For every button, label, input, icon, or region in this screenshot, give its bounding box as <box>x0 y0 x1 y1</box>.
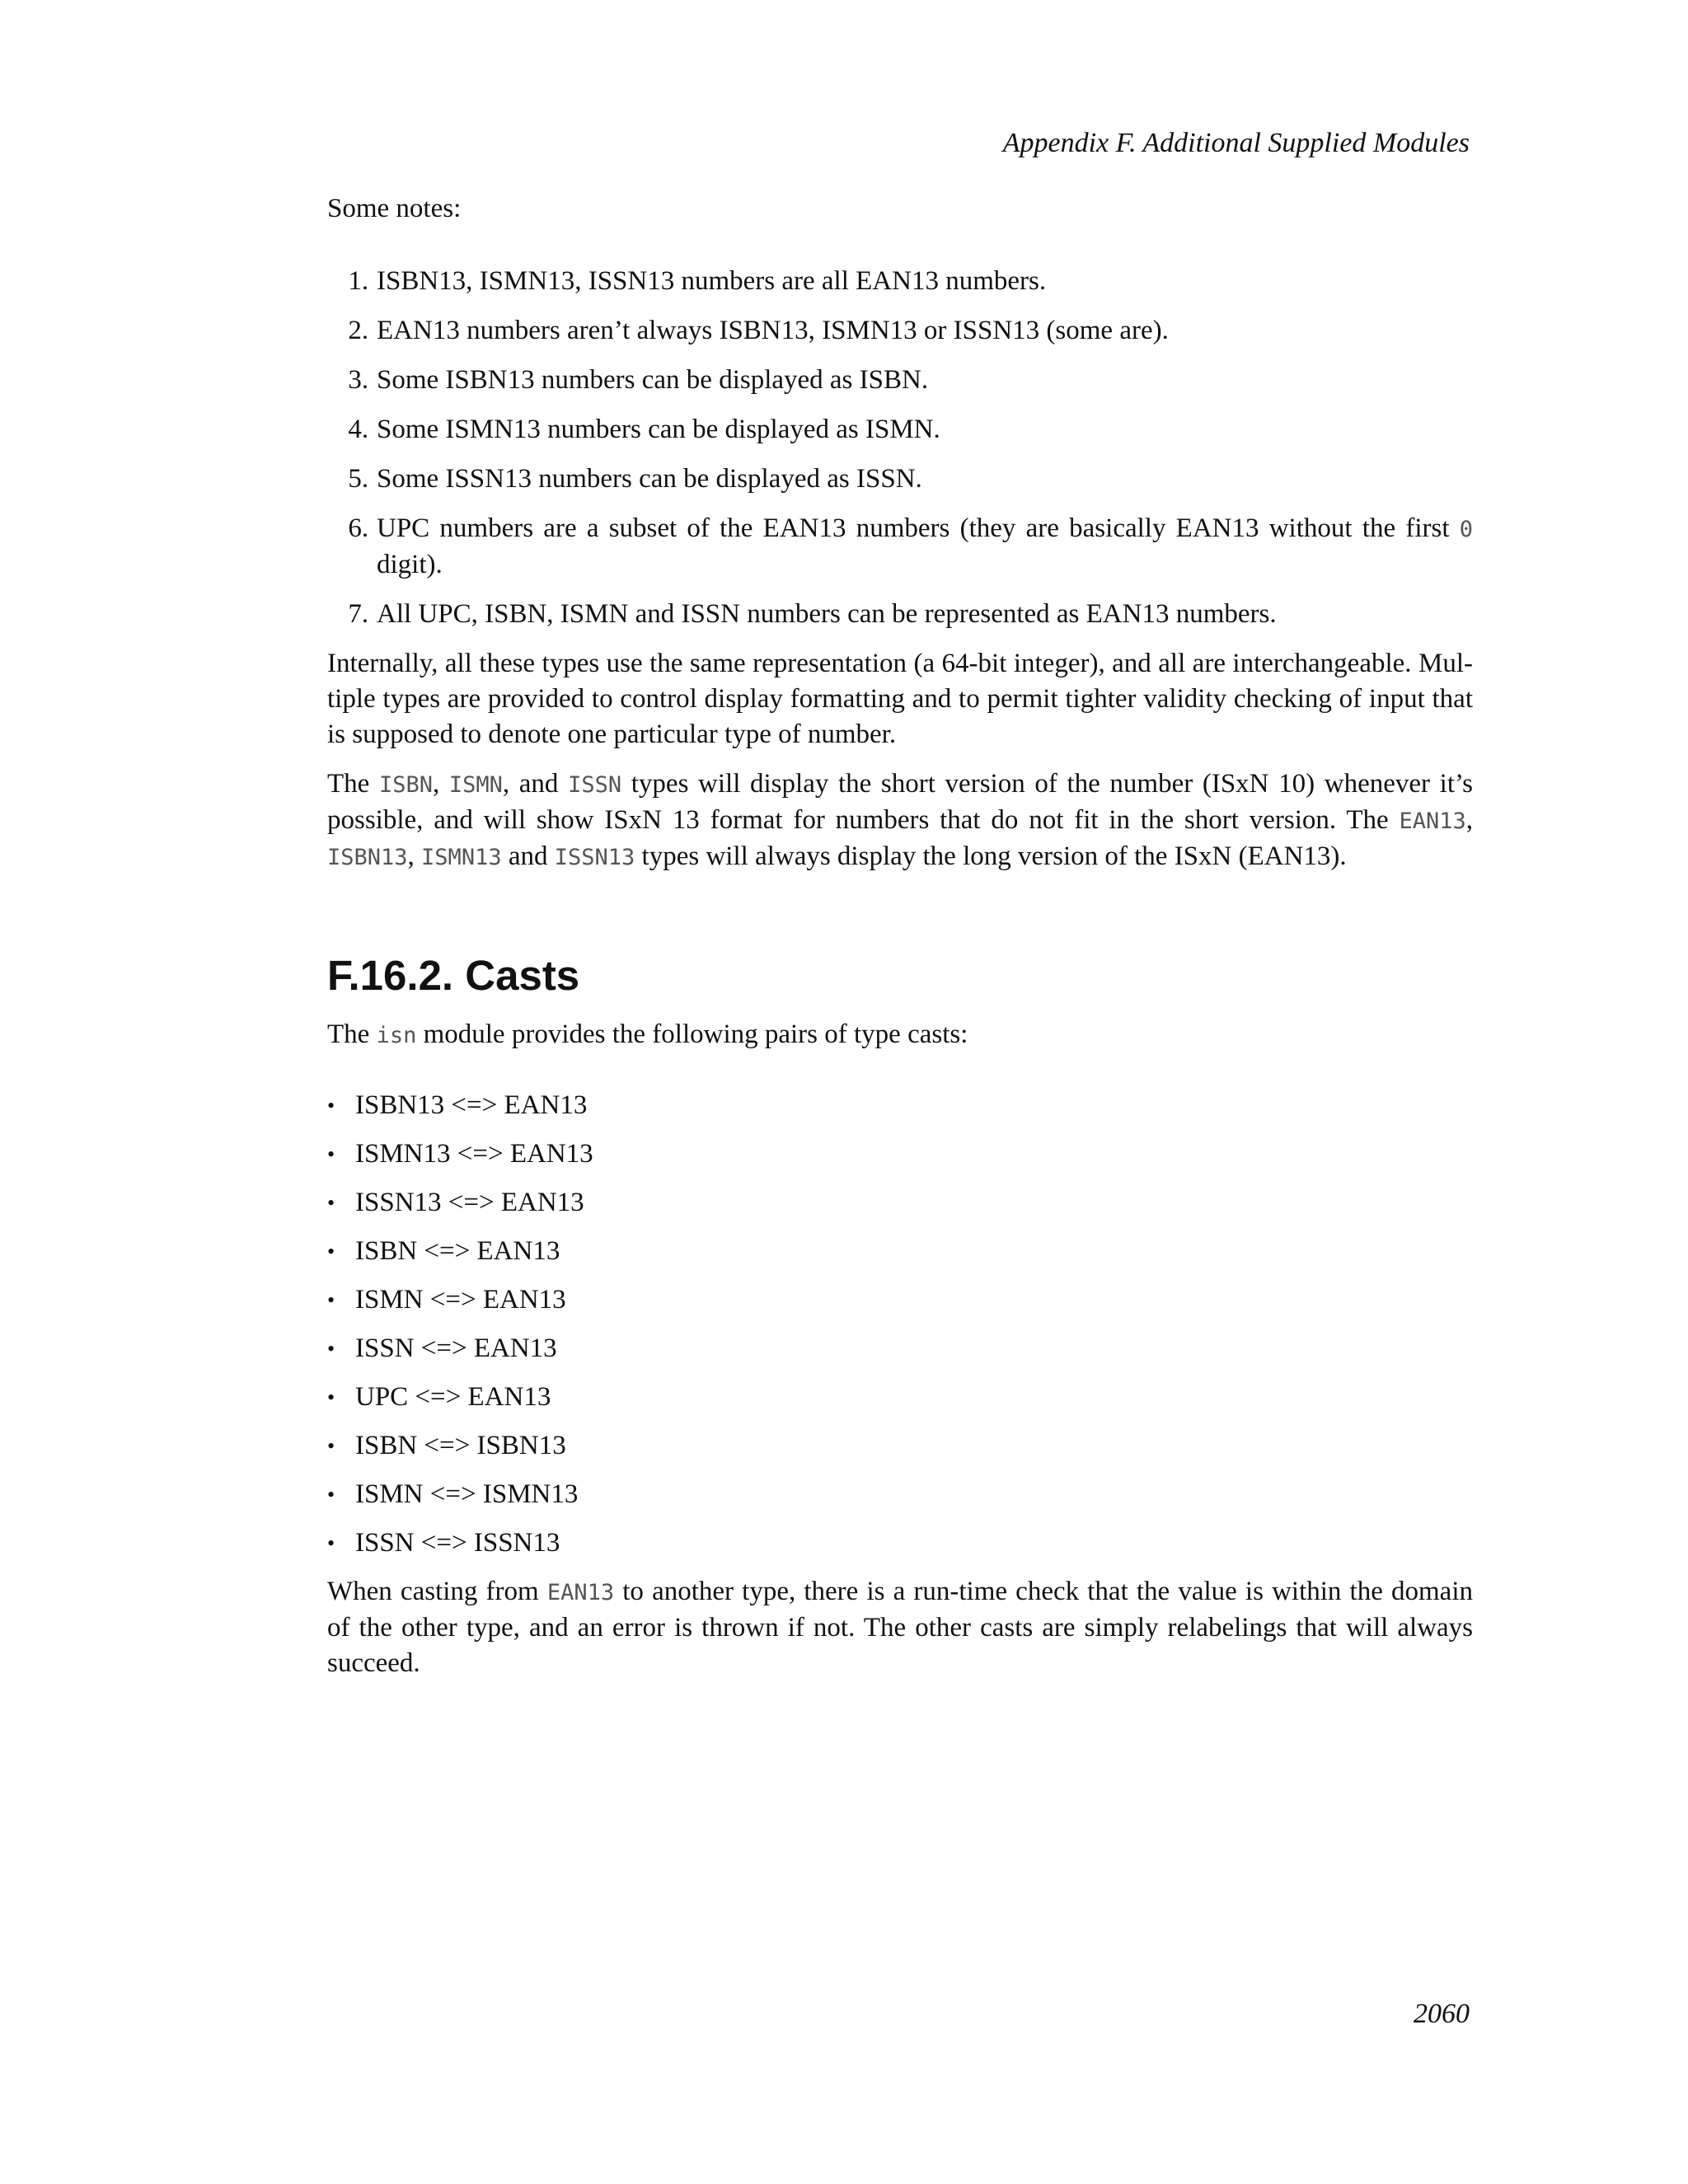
text-run: When casting from <box>327 1577 539 1606</box>
cast-pair: ISBN <=> ISBN13 <box>355 1431 566 1460</box>
text-run: , <box>1465 805 1474 835</box>
notes-lead: Some notes: <box>327 194 462 223</box>
list-text <box>377 511 1473 583</box>
list-item <box>327 1380 1473 1415</box>
bullet-icon: • <box>327 1094 335 1118</box>
bullet-icon: • <box>327 1240 335 1263</box>
text-run: The <box>327 1019 370 1049</box>
bullet-icon: • <box>327 1531 335 1555</box>
cast-pair: ISMN13 <=> EAN13 <box>355 1139 593 1169</box>
list-item <box>327 1331 1473 1366</box>
code-literal: ISBN <box>378 772 433 798</box>
list-item <box>327 1526 1473 1561</box>
list-number: 3. <box>348 365 369 395</box>
text-run: types will always display the long version of the ISxN (EAN13). <box>641 841 1347 871</box>
text-run: types will display the short version of the number (ISxN 10) whenever it’s possible, and will show ISxN 13 format for numbers that do not fit in the short version. The <box>327 769 1474 835</box>
code-literal: ISMN <box>448 772 503 798</box>
list-number: 1. <box>348 266 369 296</box>
list-item <box>327 1477 1473 1512</box>
cast-pair: ISMN <=> ISMN13 <box>355 1479 579 1509</box>
code-literal: ISBN13 <box>327 845 408 870</box>
list-item <box>327 1428 1473 1464</box>
section-heading: F.16.2. Casts <box>327 952 580 999</box>
bullet-icon: • <box>327 1191 335 1215</box>
list-number: 6. <box>348 513 369 543</box>
section-intro <box>327 1017 1473 1053</box>
running-header: Appendix F. Additional Supplied Modules <box>1002 128 1470 158</box>
list-item <box>327 1088 1473 1123</box>
code-literal: isn <box>376 1023 417 1048</box>
list-item <box>327 1137 1473 1172</box>
code-literal: EAN13 <box>1399 808 1466 834</box>
cast-pair: ISSN <=> EAN13 <box>355 1333 557 1363</box>
list-item <box>327 412 1473 448</box>
cast-pair: UPC <=> EAN13 <box>355 1382 551 1412</box>
text-run: , <box>407 841 415 871</box>
cast-pair: ISBN <=> EAN13 <box>355 1236 560 1266</box>
list-item <box>327 363 1473 398</box>
text-run: and <box>508 841 548 871</box>
cast-pair: ISMN <=> EAN13 <box>355 1285 566 1315</box>
text-run: , and <box>502 769 559 799</box>
list-text: EAN13 numbers aren’t always ISBN13, ISMN13 or ISSN13 (some are). <box>377 316 1169 345</box>
text-run: UPC numbers are a subset of the EAN13 numbers (they are basically EAN13 without the first <box>377 513 1450 543</box>
page-number: 2060 <box>1414 1999 1470 2029</box>
list-number: 5. <box>348 464 369 494</box>
list-item <box>327 1185 1473 1221</box>
text-run: module provides the following pairs of type casts: <box>423 1019 968 1049</box>
code-literal: ISSN13 <box>554 845 635 870</box>
code-literal: ISSN <box>568 772 622 798</box>
list-number: 4. <box>348 415 369 444</box>
paragraph-display <box>327 766 1473 875</box>
casts-list <box>327 1088 1473 1561</box>
list-number: 2. <box>348 316 369 345</box>
page-content <box>327 191 1473 1681</box>
list-item <box>327 313 1473 349</box>
code-literal: EAN13 <box>546 1580 615 1605</box>
list-item <box>327 511 1473 583</box>
paragraph-casting <box>327 1574 1473 1681</box>
list-text: Some ISSN13 numbers can be displayed as ISSN. <box>377 464 922 494</box>
text-run: digit). <box>377 550 443 579</box>
paragraph-internal: Internally, all these types use the same representation (a 64-bit integer), and all are interchangeable. Mul-tiple types are provided to control display formatting and to permit tighter validity checking of input that is supposed to denote one particular type of number. <box>327 649 1473 749</box>
list-item <box>327 462 1473 497</box>
cast-pair: ISBN13 <=> EAN13 <box>355 1090 588 1120</box>
list-text: Some ISMN13 numbers can be displayed as ISMN. <box>377 415 940 444</box>
list-text: Some ISBN13 numbers can be displayed as ISBN. <box>377 365 929 395</box>
list-number: 7. <box>348 599 369 629</box>
code-literal: ISMN13 <box>421 845 502 870</box>
list-item <box>327 597 1473 632</box>
bullet-icon: • <box>327 1385 335 1409</box>
list-item <box>327 1282 1473 1318</box>
code-literal: 0 <box>1459 517 1473 542</box>
list-item <box>327 264 1473 299</box>
notes-list <box>327 264 1473 632</box>
list-text: All UPC, ISBN, ISMN and ISSN numbers can be represented as EAN13 numbers. <box>377 599 1277 629</box>
bullet-icon: • <box>327 1288 335 1312</box>
bullet-icon: • <box>327 1483 335 1507</box>
bullet-icon: • <box>327 1142 335 1166</box>
text-run: , <box>432 769 440 799</box>
cast-pair: ISSN13 <=> EAN13 <box>355 1188 584 1217</box>
cast-pair: ISSN <=> ISSN13 <box>355 1528 560 1558</box>
list-item <box>327 1234 1473 1269</box>
text-run: to another type, there is a run-time check that the value is within the domain of the other type, and an error is thrown if not. The other casts are simply relabelings that will always succeed. <box>327 1577 1473 1678</box>
bullet-icon: • <box>327 1337 335 1361</box>
bullet-icon: • <box>327 1434 335 1458</box>
list-text: ISBN13, ISMN13, ISSN13 numbers are all EAN13 numbers. <box>377 266 1047 296</box>
text-run: The <box>327 769 370 799</box>
